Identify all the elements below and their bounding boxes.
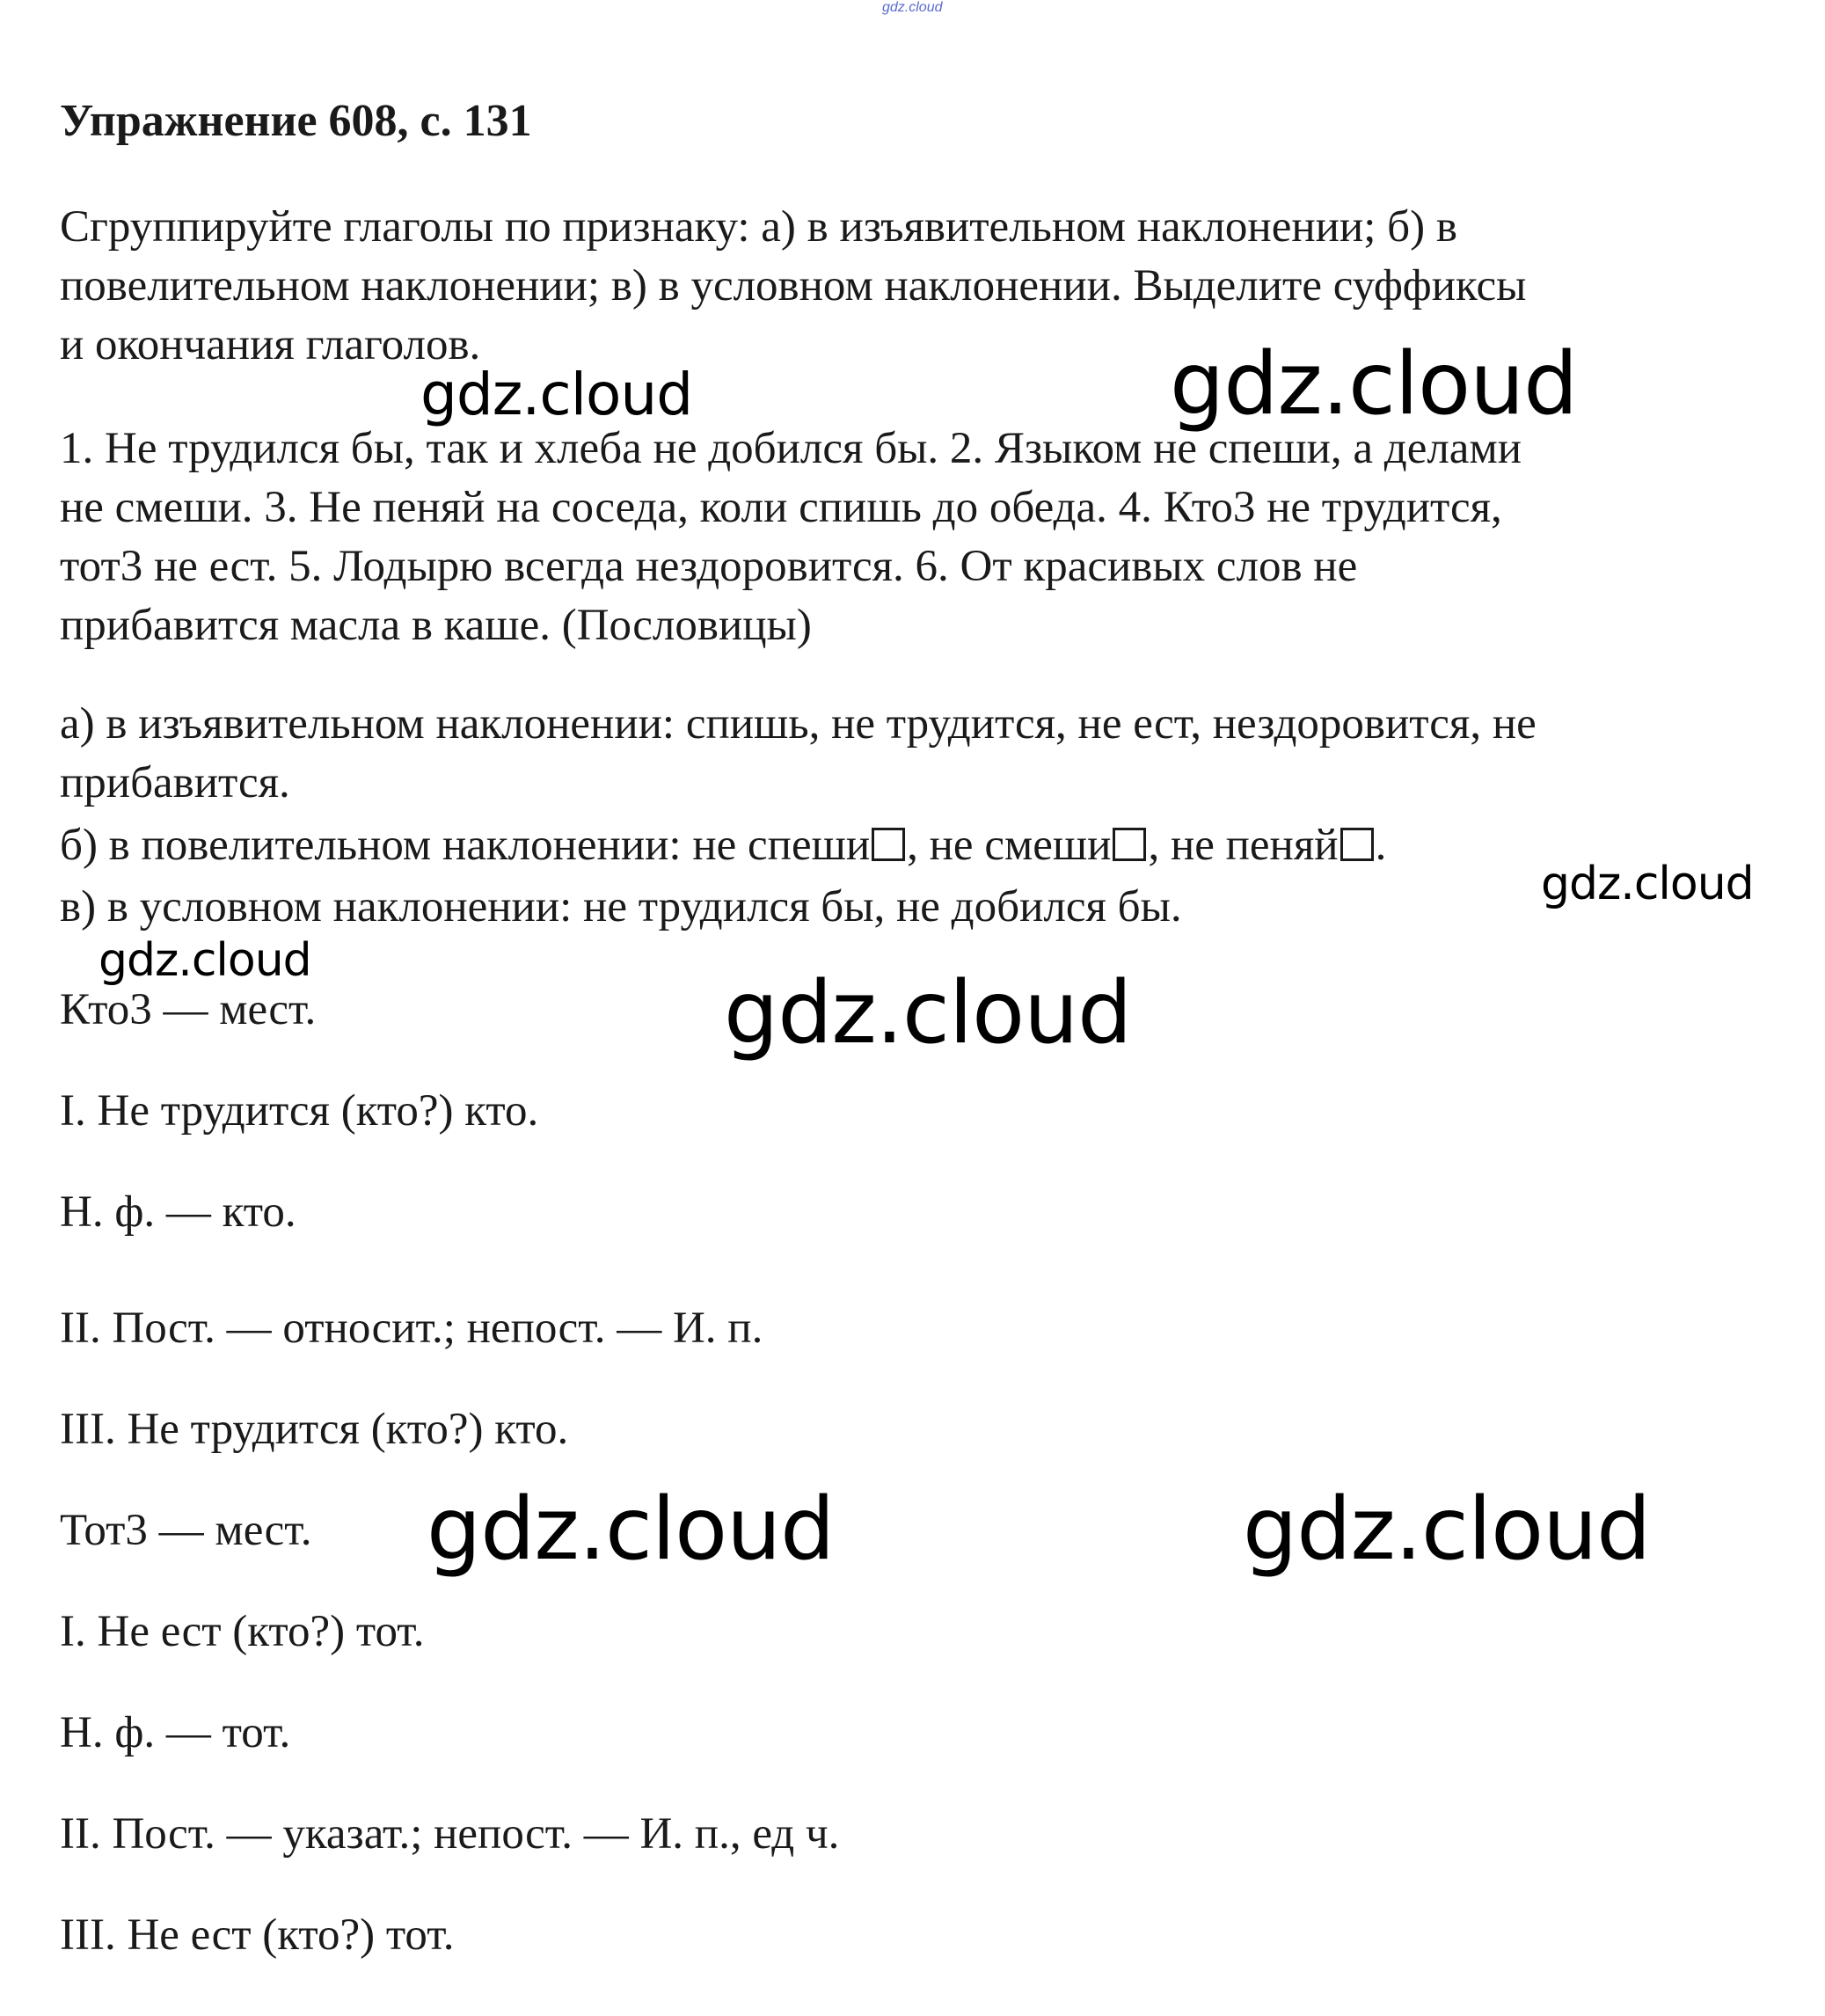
answer-a-line: прибавится. — [60, 758, 290, 807]
header-watermark: gdz.cloud — [882, 0, 943, 15]
analysis-line: I. Не ест (кто?) тот. — [60, 1607, 425, 1656]
answer-b-text: , не пеняй — [1148, 821, 1339, 870]
watermark: gdz.cloud — [427, 1479, 835, 1580]
answer-b-text: . — [1375, 821, 1387, 870]
watermark: gdz.cloud — [1170, 334, 1578, 435]
analysis-line: Тот3 — мест. — [60, 1506, 312, 1555]
text-line: не смеши. 3. Не пеняй на соседа, коли спишь до обеда. 4. Кто3 не трудится, — [60, 483, 1502, 532]
zero-ending-box — [872, 828, 905, 861]
text-line: прибавится масла в каше. (Пословицы) — [60, 601, 812, 650]
zero-ending-box — [1113, 828, 1146, 861]
watermark: gdz.cloud — [724, 963, 1132, 1063]
watermark: gdz.cloud — [1243, 1479, 1651, 1580]
task-line: Сгруппируйте глаголы по признаку: а) в изъявительном наклонении; б) в — [60, 202, 1457, 252]
text-line: тот3 не ест. 5. Лодырю всегда нездоровится. 6. От красивых слов не — [60, 542, 1358, 591]
analysis-line: Кто3 — мест. — [60, 985, 317, 1034]
watermark: gdz.cloud — [420, 361, 693, 428]
answer-b-text: б) в повелительном наклонении: не спеши — [60, 821, 871, 870]
analysis-line: Н. ф. — кто. — [60, 1187, 296, 1237]
answer-v-line: в) в условном наклонении: не трудился бы, не добился бы. — [60, 882, 1182, 931]
exercise-title: Упражнение 608, с. 131 — [60, 96, 532, 146]
watermark: gdz.cloud — [99, 934, 311, 987]
task-line: повелительном наклонении; в) в условном наклонении. Выделите суффиксы — [60, 261, 1527, 310]
watermark: gdz.cloud — [1541, 858, 1754, 910]
zero-ending-box — [1340, 828, 1374, 861]
analysis-line: III. Не трудится (кто?) кто. — [60, 1405, 569, 1454]
answer-b-text: , не смеши — [907, 821, 1112, 870]
analysis-line: III. Не ест (кто?) тот. — [60, 1910, 455, 1960]
analysis-line: II. Пост. — указат.; непост. — И. п., ед ч. — [60, 1809, 840, 1859]
answer-a-line: а) в изъявительном наклонении: спишь, не трудится, не ест, нездоровится, не — [60, 699, 1537, 749]
analysis-line: I. Не трудится (кто?) кто. — [60, 1086, 539, 1136]
analysis-line: II. Пост. — относит.; непост. — И. п. — [60, 1304, 763, 1353]
text-line: 1. Не трудился бы, так и хлеба не добился бы. 2. Языком не спеши, а делами — [60, 424, 1522, 473]
answer-b-line — [60, 816, 1386, 875]
task-line: и окончания глаголов. — [60, 320, 481, 369]
analysis-line: Н. ф. — тот. — [60, 1708, 291, 1757]
